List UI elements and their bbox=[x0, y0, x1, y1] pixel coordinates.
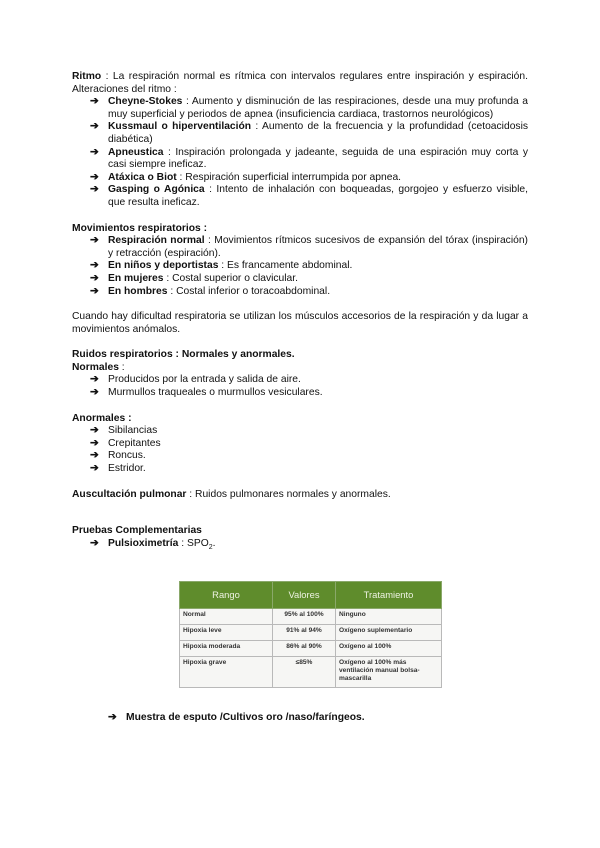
list-item: ➔ En mujeres : Costal superior o clavicular. bbox=[90, 272, 299, 284]
ruidos-heading: Ruidos respiratorios : Normales y anormales. bbox=[72, 349, 295, 361]
table-row: Hipoxia grave ≤85% Oxígeno al 100% más ventilación manual bolsa-mascarilla bbox=[180, 657, 442, 688]
list-item: ➔ Apneustica : Inspiración prolongada y jadeante, seguida de una espiración muy corta y casi siempre ineficaz. bbox=[90, 146, 528, 171]
arrow-icon: ➔ bbox=[90, 285, 99, 297]
table-row: Hipoxia leve 91% al 94% Oxígeno suplementario bbox=[180, 625, 442, 641]
spo2-table bbox=[179, 581, 442, 688]
table-row: Normal 95% al 100% Ninguno bbox=[180, 609, 442, 625]
header-tratamiento: Tratamiento bbox=[336, 582, 442, 609]
list-item: ➔ Sibilancias bbox=[90, 425, 158, 437]
arrow-icon: ➔ bbox=[90, 260, 99, 272]
arrow-icon: ➔ bbox=[90, 96, 99, 108]
list-item: ➔ Producidos por la entrada y salida de aire. bbox=[90, 374, 301, 386]
arrow-icon: ➔ bbox=[108, 712, 117, 723]
table-header-row bbox=[180, 582, 442, 609]
movimientos-heading: Movimientos respiratorios : bbox=[72, 222, 208, 234]
arrow-icon: ➔ bbox=[90, 450, 99, 462]
list-item: ➔ Atáxica o Biot : Respiración superficial interrumpida por apnea. bbox=[90, 171, 402, 183]
list-item: ➔ Respiración normal : Movimientos rítmicos sucesivos de expansión del tórax (inspiración) y retracción (espiración). bbox=[90, 235, 528, 259]
list-item: ➔ Gasping o Agónica : Intento de inhalación con boqueadas, gorgojeo y esfuerzo visible, que resulta ineficaz. bbox=[90, 184, 528, 208]
arrow-icon: ➔ bbox=[90, 437, 99, 449]
arrow-icon: ➔ bbox=[90, 272, 99, 284]
ritmo-list bbox=[72, 96, 528, 209]
arrow-icon: ➔ bbox=[90, 374, 99, 386]
ritmo-term: Ritmo bbox=[72, 71, 102, 82]
list-item: ➔ Kussmaul o hiperventilación : Aumento de la frecuencia y la profundidad (cetoacidosis diabética) bbox=[90, 121, 529, 145]
list-item: ➔ Muestra de esputo /Cultivos oro /naso/faríngeos. bbox=[108, 712, 365, 723]
table-row: Hipoxia moderada 86% al 90% Oxígeno al 100% bbox=[180, 641, 442, 657]
arrow-icon: ➔ bbox=[90, 425, 99, 437]
arrow-icon: ➔ bbox=[90, 537, 99, 549]
anormales-list bbox=[72, 425, 528, 475]
arrow-icon: ➔ bbox=[90, 387, 99, 399]
list-item: ➔ En hombres : Costal inferior o toracoabdominal. bbox=[90, 285, 331, 297]
arrow-icon: ➔ bbox=[90, 184, 99, 196]
movimientos-list bbox=[72, 235, 528, 298]
list-item: ➔ En niños y deportistas : Es francamente abdominal. bbox=[90, 260, 353, 272]
auscultacion-paragraph: Auscultación pulmonar : Ruidos pulmonares normales y anormales. bbox=[72, 488, 391, 500]
list-item: ➔ Murmullos traqueales o murmullos vesiculares. bbox=[90, 387, 323, 399]
arrow-icon: ➔ bbox=[90, 146, 99, 158]
header-valores: Valores bbox=[273, 582, 336, 609]
list-item: ➔ Pulsioximetría : $SPO_2$. bbox=[90, 537, 216, 551]
arrow-icon: ➔ bbox=[90, 463, 99, 475]
list-item: ➔ Cheyne-Stokes : Aumento y disminución de las respiraciones, desde una muy profunda a muy superficial y periodos de apnea (insuficiencia cardiaca, trastornos neurológicos) bbox=[90, 96, 528, 120]
dificultad-paragraph: Cuando hay dificultad respiratoria se utilizan los músculos accesorios de la respiración y da lugar a movimientos anómalos. bbox=[72, 311, 528, 335]
pruebas-heading: Pruebas Complementarias bbox=[72, 525, 202, 537]
list-item: ➔ Estridor. bbox=[90, 463, 146, 475]
list-item: ➔ Crepitantes bbox=[90, 437, 161, 449]
normales-list bbox=[72, 374, 528, 399]
normales-label: Normales : bbox=[72, 361, 125, 373]
final-list bbox=[90, 712, 365, 725]
header-rango: Rango bbox=[180, 582, 273, 609]
arrow-icon: ➔ bbox=[90, 121, 99, 133]
arrow-icon: ➔ bbox=[90, 235, 99, 247]
ritmo-paragraph: Ritmo : La respiración normal es rítmica con intervalos regulares entre inspiración y espiración. Alteraciones del ritmo : bbox=[72, 71, 528, 95]
pruebas-list bbox=[72, 538, 528, 551]
arrow-icon: ➔ bbox=[90, 171, 99, 183]
document-page bbox=[72, 71, 528, 550]
list-item: ➔ Roncus. bbox=[90, 450, 146, 462]
anormales-label: Anormales : bbox=[72, 412, 132, 424]
